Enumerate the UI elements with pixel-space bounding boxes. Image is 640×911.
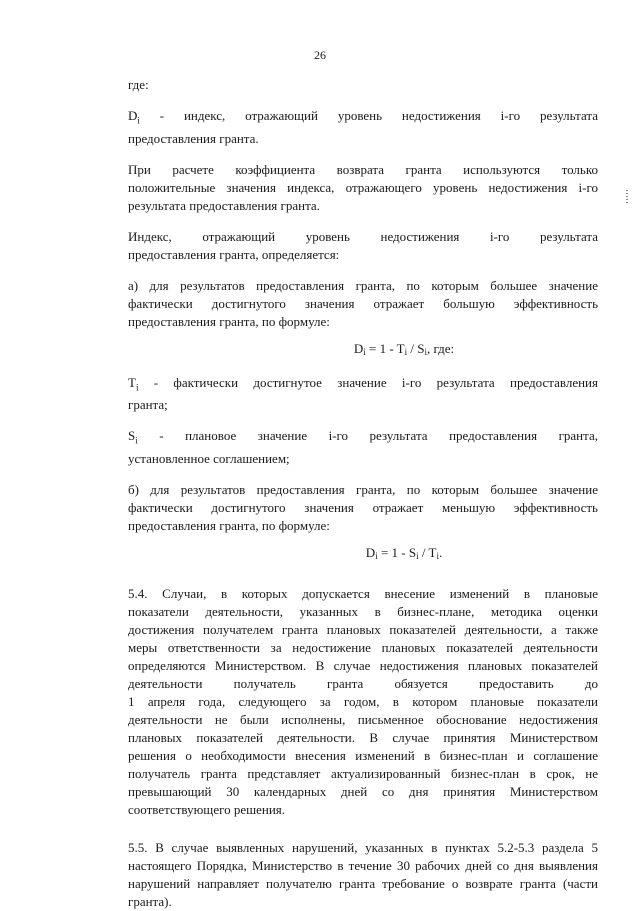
paragraph-case-b [90, 481, 598, 535]
text-line: нарушений направляет получателю гранта требование о возврате гранта (части [128, 875, 598, 891]
text-line: 5.5. В случае выявленных нарушений, указанных в пунктах 5.2-5.3 раздела 5 [128, 839, 598, 855]
text-line: При расчете коэффициента возврата гранта используются только [128, 161, 598, 177]
text-line: установленное соглашением; [128, 450, 290, 466]
text-line: показатели деятельности, указанных в бизнес-плане, методика оценки [128, 603, 598, 619]
page-number: 26 [314, 48, 326, 62]
paragraph-case-a [90, 277, 598, 331]
text-line: $S_i$ - плановое значение i-го результата предоставления гранта, [128, 428, 598, 446]
text-line: $T_i$ - фактически достигнутое значение i-го результата предоставления [128, 374, 598, 393]
text-line: а) для результатов предоставления гранта, по которым большее значение [128, 277, 598, 293]
text-line: плановых показателей деятельности. В случае принятия Министерством [128, 729, 598, 745]
text-line: определяются Министерством. В случае недостижения плановых показателей [128, 657, 598, 673]
text-line: гранта). [128, 893, 172, 909]
text-line: предоставления гранта, определяется: [128, 246, 340, 262]
text-line: предоставления гранта. [128, 130, 259, 146]
page-content [90, 76, 598, 911]
text-line: настоящего Порядка, Министерство в течение 30 рабочих дней со дня выявления [128, 857, 598, 873]
text-line: фактически достигнутого значения отражает меньшую эффективность [128, 499, 598, 515]
paragraph-ti [90, 374, 598, 415]
text-line: предоставления гранта, по формуле: [128, 313, 330, 329]
text-line: соответствующего решения. [128, 801, 286, 817]
text-line: $D_i$ - индекс, отражающий уровень недостижения i-го результата [128, 108, 598, 126]
formula-a: $D_i = 1 - T_i / S_i$, где: [353, 340, 455, 357]
text-line: где: [128, 77, 149, 92]
text-line: результата предоставления гранта. [128, 197, 320, 213]
text-line: 1 апреля года, следующего за годом, в котором плановые показатели [128, 693, 598, 709]
text-line: фактически достигнутого значения отражает большую эффективность [128, 295, 598, 311]
text-line: деятельности получатель гранта обязуется предоставить до [128, 675, 598, 691]
paragraph-coefficient [90, 161, 598, 215]
scan-artifact [626, 190, 628, 204]
formula-b: $D_i = 1 - S_i / T_i$. [365, 544, 443, 561]
paragraph-5-4 [90, 585, 598, 819]
text-line: меры ответственности за недостижение плановых показателей деятельности [128, 639, 598, 655]
text-line: положительные значения индекса, отражающего уровень недостижения i-го [128, 179, 598, 195]
paragraph-index [90, 228, 598, 264]
paragraph-di-definition [90, 107, 598, 148]
text-line: б) для результатов предоставления гранта, по которым большее значение [128, 481, 598, 497]
text-line: получатель гранта представляет актуализированный бизнес-план в срок, не [128, 765, 598, 781]
text-line: предоставления гранта, по формуле: [128, 517, 330, 533]
paragraph-5-5 [90, 839, 598, 911]
text-line: 5.4. Случаи, в которых допускается внесение изменений в плановые [128, 585, 598, 601]
text-line: решения о необходимости внесения изменений в бизнес-план и соглашение [128, 747, 598, 763]
text-line: Индекс, отражающий уровень недостижения i-го результата [128, 228, 598, 244]
text-line: гранта; [128, 397, 168, 413]
paragraph-si [90, 427, 598, 468]
text-line: достижения получателем гранта плановых показателей деятельности, а также [128, 621, 598, 637]
text-line: превышающий 30 календарных дней со дня принятия Министерством [128, 783, 598, 799]
text-line: деятельности не были исполнены, письменное обоснование недостижения [128, 711, 598, 727]
paragraph-where [90, 76, 598, 94]
